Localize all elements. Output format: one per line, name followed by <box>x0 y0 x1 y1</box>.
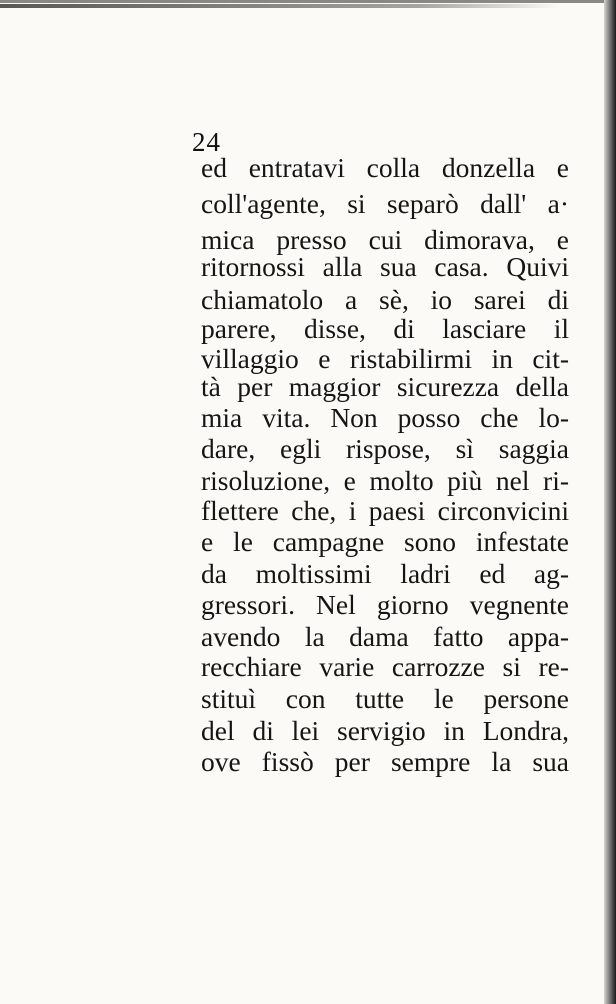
text-line: del di lei servigio in Londra, <box>201 715 569 746</box>
text-line: mia vita. Non posso che lo- <box>201 402 569 433</box>
text-line: ritornossi alla sua casa. Quivi <box>201 251 569 282</box>
text-line: avendo la dama fatto appa- <box>201 621 569 652</box>
text-line: stituì con tutte le persone <box>201 683 569 714</box>
text-line: da moltissimi ladri ed ag- <box>201 558 569 589</box>
text-line: parere, disse, di lasciare il <box>201 313 569 344</box>
text-line: villaggio e ristabilirmi in cit- <box>201 343 569 374</box>
text-line: tà per maggior sicurezza della <box>201 371 569 402</box>
text-line: flettere che, i paesi circonvicini <box>201 495 569 526</box>
text-line: coll'agente, si separò dall' a· <box>201 188 569 219</box>
text-line: mica presso cui dimorava, e <box>201 224 569 255</box>
text-line: dare, egli rispose, sì saggia <box>201 433 569 464</box>
text-line: ove fissò per sempre la sua <box>201 746 569 777</box>
text-line: risoluzione, e molto più nel ri- <box>201 465 569 496</box>
text-line: chiamatolo a sè, io sarei di <box>201 284 569 315</box>
top-edge-rule <box>0 4 560 8</box>
text-line: recchiare varie carrozze si re- <box>201 651 569 682</box>
text-line: ed entratavi colla donzella e <box>201 152 569 183</box>
text-line: gressori. Nel giorno vegnente <box>201 589 569 620</box>
page-number: 24 <box>192 127 221 157</box>
text-line: e le campagne sono infestate <box>201 526 569 557</box>
top-edge-shadow <box>0 0 616 3</box>
page-gutter-edge <box>604 0 616 1004</box>
